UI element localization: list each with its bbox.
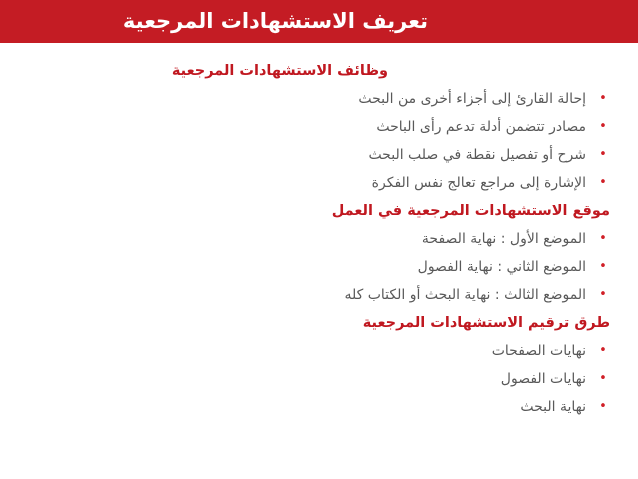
list-item-text: الإشارة إلى مراجع تعالج نفس الفكرة	[371, 175, 586, 191]
bullet-icon: •	[599, 399, 607, 414]
bullet-icon: •	[599, 91, 607, 106]
numbering-list	[10, 337, 610, 421]
bullet-icon: •	[599, 147, 607, 162]
list-item-text: الموضع الثاني : نهاية الفصول	[417, 259, 586, 275]
bullet-icon: •	[599, 119, 607, 134]
list-item	[10, 141, 610, 169]
list-item-text: شرح أو تفصيل نقطة في صلب البحث	[368, 147, 586, 163]
list-item-text: نهايات الصفحات	[491, 343, 586, 359]
section-heading-placement: موقع الاستشهادات المرجعية في العمل	[331, 203, 610, 219]
placement-list	[10, 225, 610, 309]
list-item	[10, 281, 610, 309]
section-heading-functions: وظائف الاستشهادات المرجعية	[171, 63, 388, 79]
list-item	[10, 85, 610, 113]
list-item	[10, 393, 610, 421]
list-item-text: الموضع الأول : نهاية الصفحة	[421, 231, 586, 247]
list-item-text: نهايات الفصول	[500, 371, 586, 387]
list-item	[10, 225, 610, 253]
title-bar	[0, 0, 638, 43]
bullet-icon: •	[599, 343, 607, 358]
list-item-text: نهاية البحث	[520, 399, 586, 415]
bullet-icon: •	[599, 371, 607, 386]
list-item	[10, 253, 610, 281]
list-item-text: الموضع الثالث : نهاية البحث أو الكتاب كله	[344, 287, 586, 303]
list-item	[10, 169, 610, 197]
section-heading-numbering: طرق ترقيم الاستشهادات المرجعية	[362, 315, 610, 331]
list-item	[10, 365, 610, 393]
list-item	[10, 337, 610, 365]
bullet-icon: •	[599, 175, 607, 190]
bullet-icon: •	[599, 231, 607, 246]
slide-content	[10, 57, 610, 421]
list-item	[10, 113, 610, 141]
list-item-text: إحالة القارئ إلى أجزاء أخرى من البحث	[358, 91, 586, 107]
bullet-icon: •	[599, 259, 607, 274]
functions-list	[10, 85, 610, 197]
bullet-icon: •	[599, 287, 607, 302]
slide-title: تعريف الاستشهادات المرجعية	[122, 9, 428, 33]
list-item-text: مصادر تتضمن أدلة تدعم رأى الباحث	[376, 119, 586, 135]
